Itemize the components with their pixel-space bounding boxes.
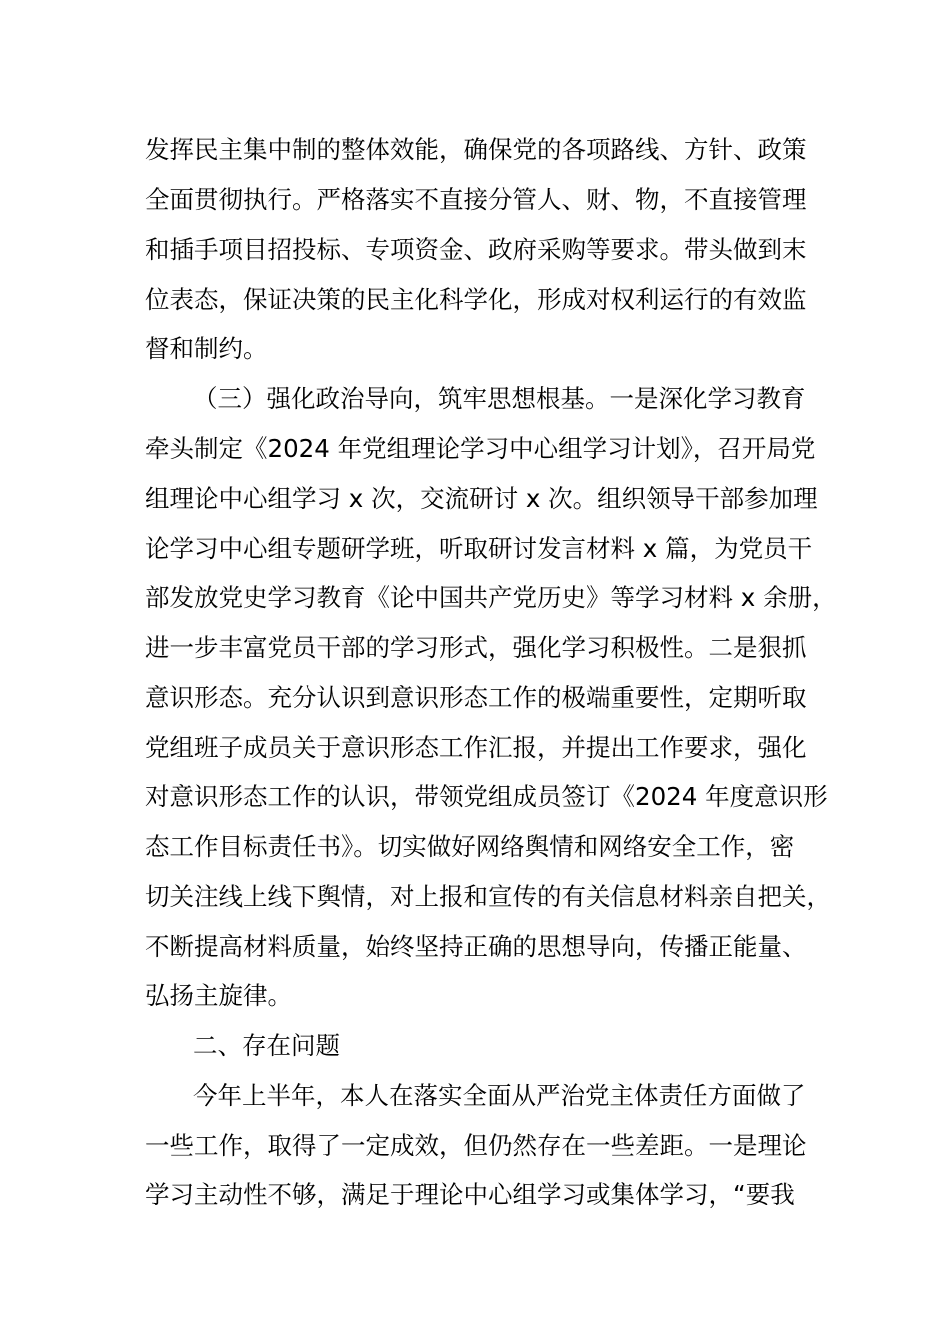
paragraph-line: 一些工作，取得了一定成效，但仍然存在一些差距。一是理论 (145, 1131, 807, 1160)
paragraph-line: 学习主动性不够，满足于理论中心组学习或集体学习，“要我 (145, 1180, 795, 1209)
paragraph-line: 态工作目标责任书》。切实做好网络舆情和网络安全工作，密 (145, 832, 795, 861)
paragraph-line: 牵头制定《2024 年党组理论学习中心组学习计划》，召开局党 (145, 434, 816, 463)
paragraph-line: 弘扬主旋律。 (145, 981, 292, 1010)
section-heading-line: （三）强化政治导向，筑牢思想根基。一是深化学习教育 (193, 384, 806, 413)
paragraph-line: 组理论中心组学习 x 次，交流研讨 x 次。组织领导干部参加理 (145, 484, 818, 513)
paragraph-line: 位表态，保证决策的民主化科学化，形成对权利运行的有效监 (145, 285, 807, 314)
paragraph-line: 论学习中心组专题研学班，听取研讨发言材料 x 篇，为党员干 (145, 534, 813, 563)
paragraph-line: 全面贯彻执行。严格落实不直接分管人、财、物，不直接管理 (145, 185, 807, 214)
paragraph-line: 进一步丰富党员干部的学习形式，强化学习积极性。二是狠抓 (145, 633, 807, 662)
paragraph-line: 和插手项目招投标、专项资金、政府采购等要求。带头做到末 (145, 235, 807, 264)
section-heading: 二、存在问题 (193, 1031, 340, 1060)
paragraph-line: 发挥民主集中制的整体效能，确保党的各项路线、方针、政策 (145, 135, 807, 164)
paragraph-line: 不断提高材料质量，始终坚持正确的思想导向，传播正能量、 (145, 932, 807, 961)
paragraph-line: 切关注线上线下舆情，对上报和宣传的有关信息材料亲自把关， (145, 882, 831, 911)
paragraph-line: 意识形态。充分认识到意识形态工作的极端重要性，定期听取 (145, 683, 807, 712)
paragraph-line: 督和制约。 (145, 334, 268, 363)
paragraph-line: 党组班子成员关于意识形态工作汇报，并提出工作要求，强化 (145, 733, 807, 762)
paragraph-line: 今年上半年，本人在落实全面从严治党主体责任方面做了 (193, 1081, 806, 1110)
paragraph-line: 部发放党史学习教育《论中国共产党历史》等学习材料 x 余册， (145, 583, 837, 612)
paragraph-line: 对意识形态工作的认识，带领党组成员签订《2024 年度意识形 (145, 782, 828, 811)
